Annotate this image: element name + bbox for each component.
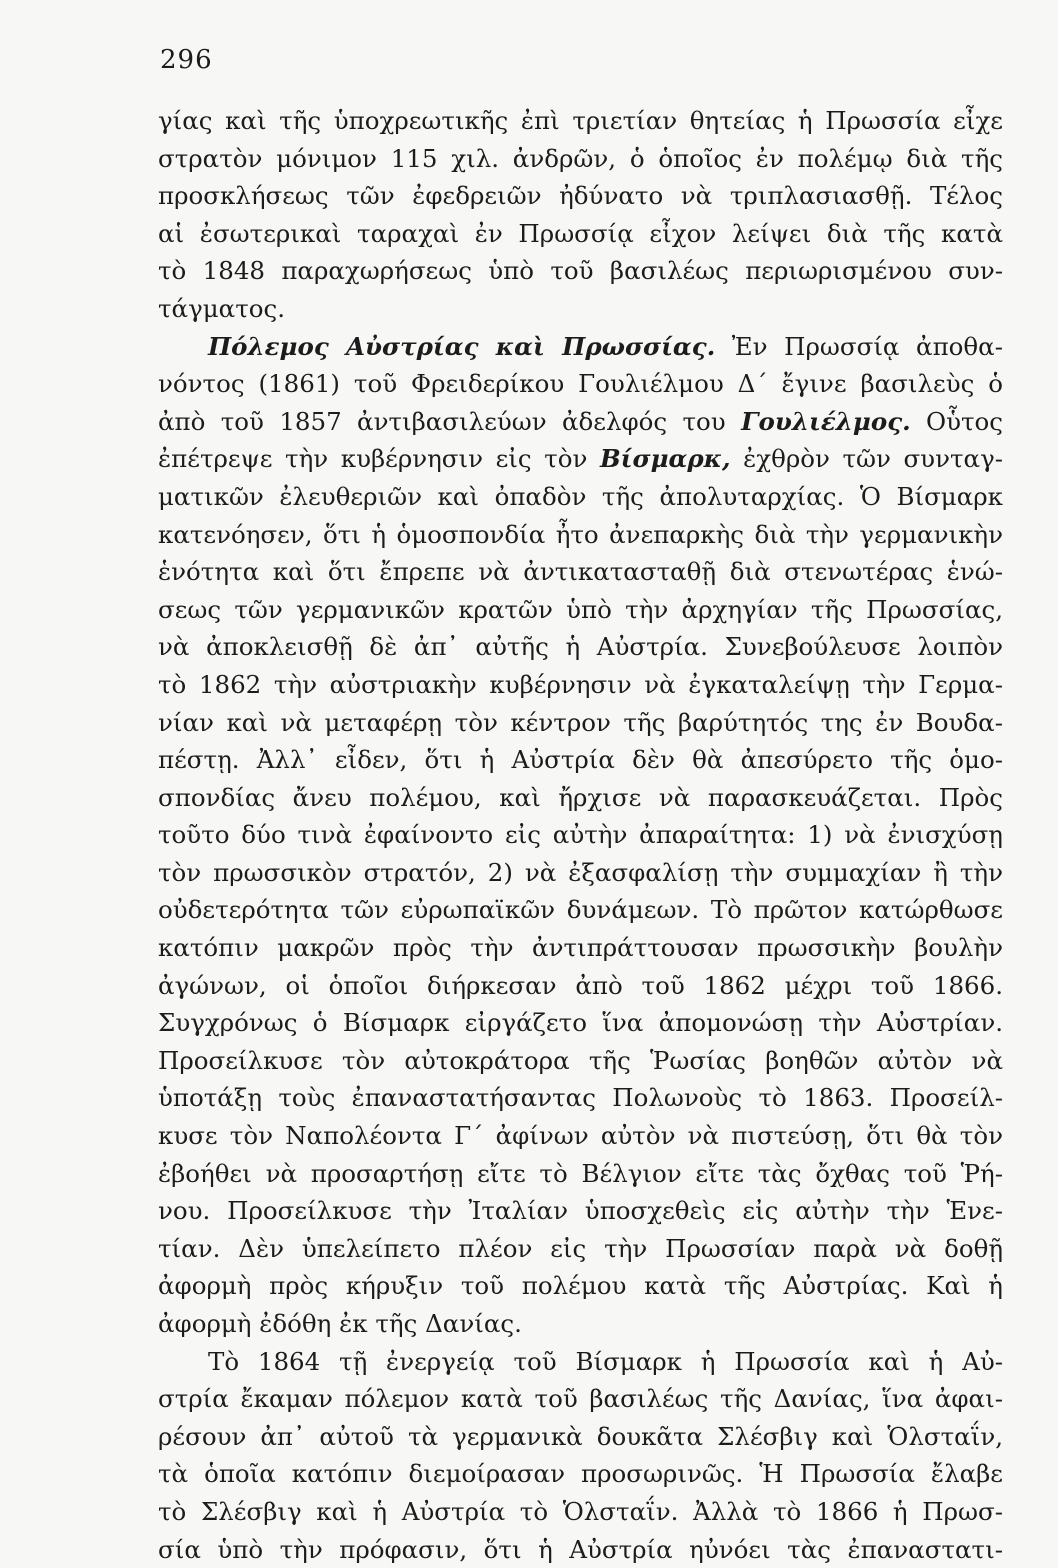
text-segment: ἀγώνων, οἱ ὁποῖοι διήρκεσαν ἀπὸ τοῦ 1862 μέχρι τοῦ 1866. [158, 970, 1003, 1000]
text-line [158, 478, 1003, 516]
text-line [158, 1230, 1003, 1268]
text-line [158, 1305, 1003, 1343]
text-line [158, 1004, 1003, 1042]
emphasized-term: Πόλεμος Αὐστρίας καὶ Πρωσσίας. [208, 331, 716, 361]
text-line [158, 967, 1003, 1005]
text-segment: Τὸ 1864 τῇ ἐνεργείᾳ τοῦ Βίσμαρκ ἡ Πρωσσία καὶ ἡ Αὐ- [208, 1346, 1003, 1376]
text-segment: ἀφορμὴ πρὸς κήρυξιν τοῦ πολέμου κατὰ τῆς Αὐστρίας. Καὶ ἡ [158, 1271, 1003, 1301]
text-line [158, 1418, 1003, 1456]
text-line [158, 215, 1003, 253]
text-segment: νίαν καὶ νὰ μεταφέρῃ τὸν κέντρον τῆς βαρύτητός της ἐν Βουδα- [158, 707, 1003, 737]
text-segment: προσκλήσεως τῶν ἐφεδρειῶν ἠδύνατο νὰ τριπλασιασθῇ. Τέλος [158, 181, 1003, 211]
text-segment: σεως τῶν γερμανικῶν κρατῶν ὑπὸ τὴν ἀρχηγίαν τῆς Πρωσσίας, [158, 594, 1003, 624]
text-line [158, 1493, 1003, 1531]
text-segment: τοῦτο δύο τινὰ ἐφαίνοντο εἰς αὐτὴν ἀπαραίτητα: 1) νὰ ἐνισχύσῃ [158, 820, 1003, 850]
text-line [158, 1155, 1003, 1193]
text-line [158, 290, 1003, 328]
text-line [158, 553, 1003, 591]
text-segment: ἐπέτρεψε τὴν κυβέρνησιν εἰς τὸν [158, 444, 600, 474]
text-line [158, 628, 1003, 666]
text-segment: Οὗτος [910, 406, 1004, 436]
text-segment: γίας καὶ τῆς ὑποχρεωτικῆς ἐπὶ τριετίαν θητείας ἡ Πρωσσία εἶχε [158, 106, 1003, 135]
emphasized-term: Γουλιέλμος. [741, 406, 911, 436]
text-segment: νὰ ἀποκλεισθῇ δὲ ἀπ᾽ αὐτῆς ἡ Αὐστρία. Συνεβούλευσε λοιπὸν [158, 632, 1003, 662]
text-line [158, 1267, 1003, 1305]
text-segment: πέστῃ. Ἀλλ᾽ εἶδεν, ὅτι ἡ Αὐστρία δὲν θὰ ἀπεσύρετο τῆς ὁμο- [158, 745, 1003, 775]
page-number: 296 [160, 45, 213, 75]
text-line [158, 891, 1003, 929]
text-segment: νόντος (1861) τοῦ Φρειδερίκου Γουλιέλμου Δ΄ ἔγινε βασιλεὺς ὁ [158, 369, 1003, 399]
emphasized-term: Βίσμαρκ, [599, 444, 731, 474]
text-line [158, 779, 1003, 817]
text-segment: τὸ 1862 τὴν αὐστριακὴν κυβέρνησιν νὰ ἐγκαταλείψῃ τὴν Γερμα- [158, 669, 1003, 699]
text-segment: αἱ ἐσωτερικαὶ ταραχαὶ ἐν Πρωσσίᾳ εἶχον λείψει διὰ τῆς κατὰ [158, 218, 1003, 248]
text-line [158, 102, 1003, 140]
text-segment: οὐδετερότητα τῶν εὐρωπαϊκῶν δυνάμεων. Τὸ πρῶτον κατώρθωσε [158, 895, 1003, 925]
text-line [158, 1117, 1003, 1155]
text-segment: τὸ 1848 παραχωρήσεως ὑπὸ τοῦ βασιλέως περιωρισμένου συν- [158, 256, 1003, 286]
text-line [158, 929, 1003, 967]
text-segment: σία ὑπὸ τὴν πρόφασιν, ὅτι ἡ Αὐστρία ηὐνόει τὰς ἐπαναστατι- [158, 1534, 1003, 1564]
text-line [158, 1042, 1003, 1080]
text-segment: ἀπὸ τοῦ 1857 ἀντιβασιλεύων ἀδελφός του [158, 406, 742, 436]
text-line [158, 328, 1003, 366]
text-line [158, 1455, 1003, 1493]
text-line [158, 1079, 1003, 1117]
text-segment: τάγματος. [158, 293, 286, 323]
text-segment: Ἐν Πρωσσίᾳ ἀποθα- [715, 331, 1003, 361]
text-line [158, 854, 1003, 892]
text-line [158, 816, 1003, 854]
body-text [158, 102, 1003, 1568]
text-line [158, 177, 1003, 215]
text-line [158, 1343, 1003, 1381]
text-segment: ἑνότητα καὶ ὅτι ἔπρεπε νὰ ἀντικατασταθῇ διὰ στενωτέρας ἑνώ- [158, 557, 1003, 587]
text-line [158, 591, 1003, 629]
text-segment: τὸ Σλέσβιγ καὶ ἡ Αὐστρία τὸ Ὁλσταΐν. Ἀλλὰ τὸ 1866 ἡ Πρωσ- [158, 1496, 1003, 1526]
text-line [158, 741, 1003, 779]
text-line [158, 516, 1003, 554]
text-segment: κατόπιν μακρῶν πρὸς τὴν ἀντιπράττουσαν πρωσσικὴν βουλὴν [158, 933, 1003, 963]
text-segment: ματικῶν ἐλευθεριῶν καὶ ὀπαδὸν τῆς ἀπολυταρχίας. Ὁ Βίσμαρκ [158, 481, 1003, 511]
text-line [158, 1380, 1003, 1418]
text-segment: κυσε τὸν Ναπολέοντα Γ΄ ἀφίνων αὐτὸν νὰ πιστεύσῃ, ὅτι θὰ τὸν [158, 1121, 1003, 1151]
text-segment: τὰ ὁποῖα κατόπιν διεμοίρασαν προσωρινῶς. Ἡ Πρωσσία ἔλαβε [158, 1459, 1003, 1489]
text-segment: σπονδίας ἄνευ πολέμου, καὶ ἤρχισε νὰ παρασκευάζεται. Πρὸς [158, 782, 1003, 812]
text-line [158, 440, 1003, 478]
text-line [158, 252, 1003, 290]
text-line [158, 403, 1003, 441]
text-line [158, 1192, 1003, 1230]
text-segment: ἐχθρὸν τῶν συνταγ- [730, 444, 1003, 474]
text-segment: ρέσουν ἀπ᾽ αὐτοῦ τὰ γερμανικὰ δουκᾶτα Σλέσβιγ καὶ Ὁλσταΐν, [158, 1421, 1003, 1451]
text-line [158, 1531, 1003, 1568]
text-segment: ὑποτάξῃ τοὺς ἐπαναστατήσαντας Πολωνοὺς τὸ 1863. Προσείλ- [158, 1083, 1003, 1113]
text-segment: κατενόησεν, ὅτι ἡ ὁμοσπονδία ἦτο ἀνεπαρκὴς διὰ τὴν γερμανικὴν [158, 519, 1003, 549]
text-segment: Συγχρόνως ὁ Βίσμαρκ εἰργάζετο ἵνα ἀπομονώσῃ τὴν Αὐστρίαν. [158, 1008, 1003, 1038]
text-segment: νου. Προσείλκυσε τὴν Ἰταλίαν ὑποσχεθεὶς εἰς αὐτὴν τὴν Ἑνε- [158, 1196, 1003, 1226]
text-line [158, 365, 1003, 403]
text-line [158, 666, 1003, 704]
text-segment: στρατὸν μόνιμον 115 χιλ. ἀνδρῶν, ὁ ὁποῖος ἐν πολέμῳ διὰ τῆς [158, 143, 1003, 173]
text-line [158, 704, 1003, 742]
text-segment: Προσείλκυσε τὸν αὐτοκράτορα τῆς Ῥωσίας βοηθῶν αὐτὸν νὰ [158, 1045, 1003, 1075]
text-segment: ἐβοήθει νὰ προσαρτήσῃ εἴτε τὸ Βέλγιον εἴτε τὰς ὄχθας τοῦ Ῥή- [158, 1158, 1003, 1188]
text-segment: τίαν. Δὲν ὑπελείπετο πλέον εἰς τὴν Πρωσσίαν παρὰ νὰ δοθῇ [158, 1233, 1003, 1263]
text-line [158, 140, 1003, 178]
text-segment: στρία ἔκαμαν πόλεμον κατὰ τοῦ βασιλέως τῆς Δανίας, ἵνα ἀφαι- [158, 1384, 1003, 1414]
text-segment: τὸν πρωσσικὸν στρατόν, 2) νὰ ἐξασφαλίσῃ τὴν συμμαχίαν ἢ τὴν [158, 857, 1003, 887]
text-segment: ἀφορμὴ ἐδόθη ἐκ τῆς Δανίας. [158, 1309, 522, 1338]
